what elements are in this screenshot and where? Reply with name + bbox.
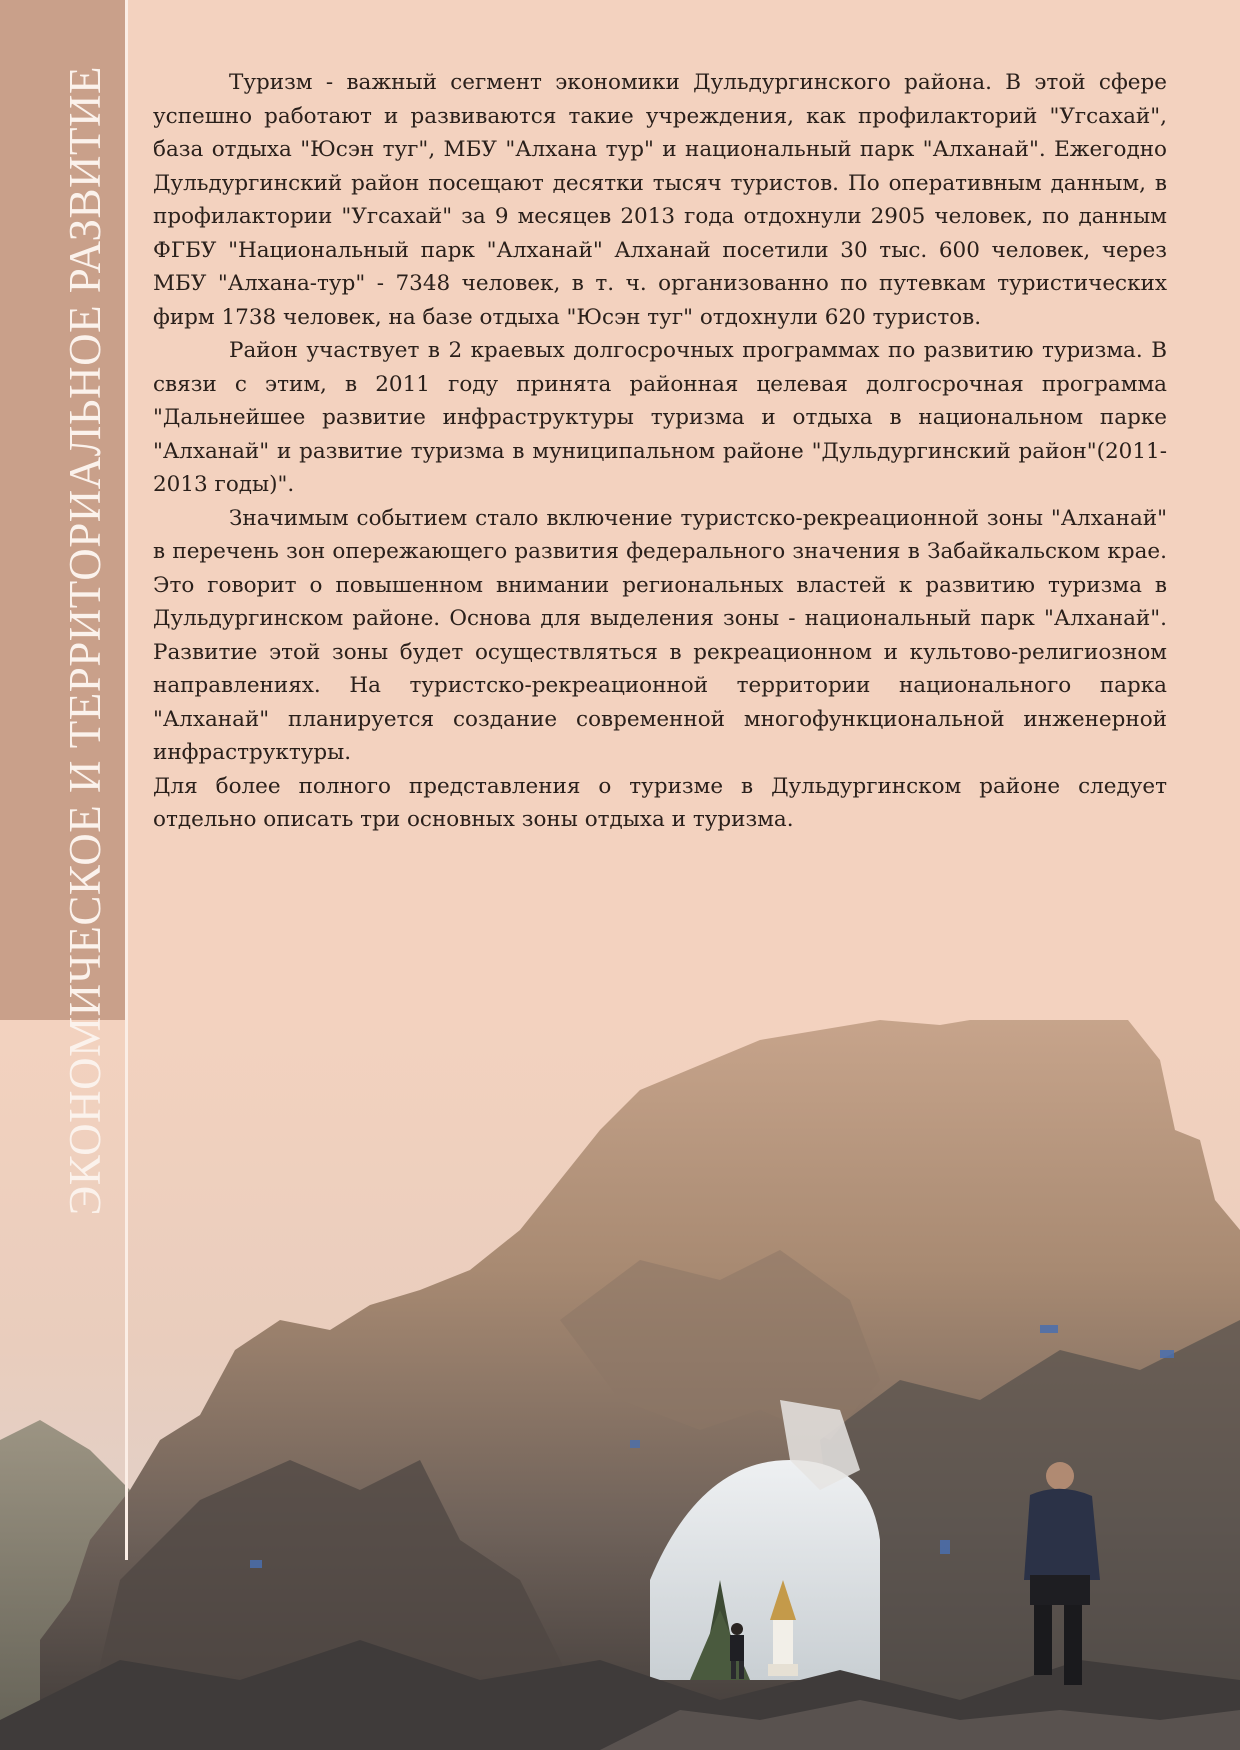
paragraph-4: Для более полного представления о туризме в Дульдургинском районе следует отдельно описать три основных зоны отдыха и туризма. — [153, 773, 1167, 832]
side-divider-line — [125, 0, 128, 1560]
paragraph-3: Значимым событием стало включение туристско-рекреационной зоны "Алханай" в перечень зон опережающего развития федерального значения в Забайкальском крае. Это говорит о повышенном внимании региональных властей к развитию туризма в Дульдургинском районе. Основа для выделения зоны - национальный парк "Алханай". Развитие этой зоны будет осуществляться в рекреационном и культово-религиозном направлениях. На туристско-рекреационной территории национального парка "Алханай" планируется создание современной многофункциональной инженерной инфраструктуры. — [153, 505, 1167, 765]
body-text — [153, 66, 1167, 837]
paragraph-2: Район участвует в 2 краевых долгосрочных программах по развитию туризма. В связи с этим, в 2011 году принята районная целевая долгосрочная программа "Дальнейшее развитие инфраструктуры туризма и отдыха в национальном парке "Алханай" и развитие туризма в муниципальном районе "Дульдургинский район"(2011-2013 годы)". — [153, 338, 1167, 497]
section-vertical-title-text: ЭКОНОМИЧЕСКОЕ И ТЕРРИТОРИАЛЬНОЕ РАЗВИТИЕ — [60, 66, 110, 1216]
rock-arch-photo — [0, 1020, 1240, 1750]
paragraph-1: Туризм - важный сегмент экономики Дульдургинского района. В этой сфере успешно работают и развиваются такие учреждения, как профилакторий "Угсахай", база отдыха "Юсэн туг", МБУ "Алхана тур" и национальный парк "Алханай". Ежегодно Дульдургинский район посещают десятки тысяч туристов. По оперативным данным, в профилактории "Угсахай" за 9 месяцев 2013 года отдохнули 2905 человек, по данным ФГБУ "Национальный парк "Алханай" Алханай посетили 30 тыс. 600 человек, через МБУ "Алхана-тур" - 7348 человек, в т. ч. организованно по путевкам туристических фирм 1738 человек, на базе отдыха "Юсэн туг" отдохнули 620 туристов. — [153, 70, 1167, 330]
section-vertical-title — [60, 66, 110, 1216]
